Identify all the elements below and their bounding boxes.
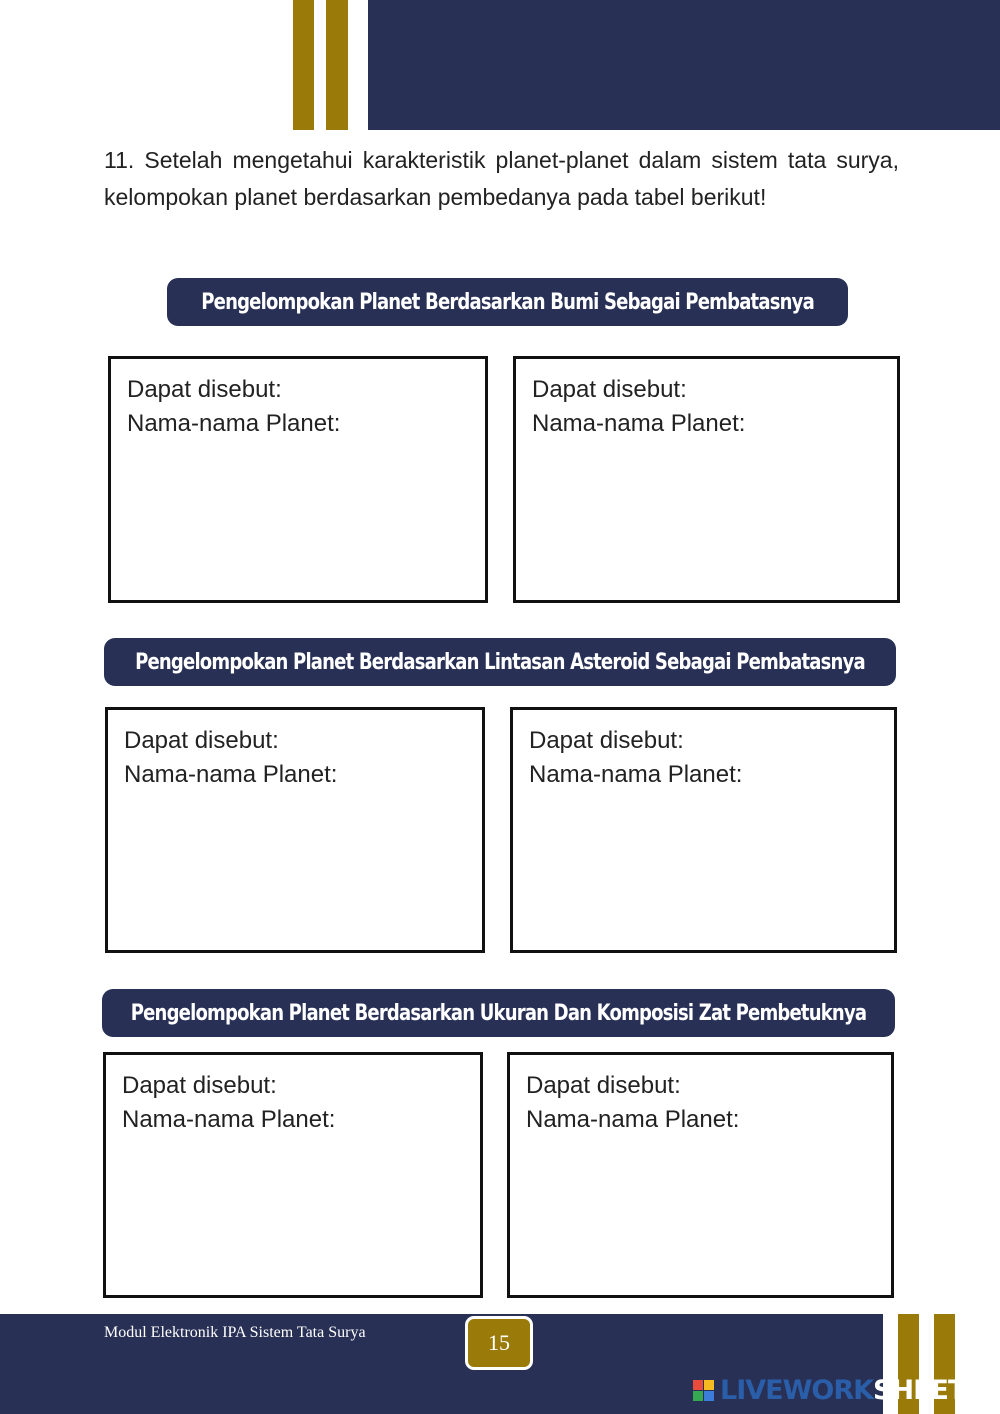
label-dapat-disebut: Dapat disebut: — [127, 376, 282, 403]
section-heading-size-composition-text: Pengelompokan Planet Berdasarkan Ukuran Dan Komposisi Zat Pembetuknya — [130, 1000, 867, 1026]
answer-box-superior-planets[interactable] — [510, 707, 897, 953]
header-navy-banner — [368, 0, 1000, 130]
question-text: 11. Setelah mengetahui karakteristik planet-planet dalam sistem tata surya, kelompokan planet berdasarkan pembedanya pada tabel berikut! — [104, 147, 899, 210]
header-gold-stripe-right — [326, 0, 348, 130]
answer-box-inner-planets[interactable] — [108, 356, 488, 603]
liveworksheets-wordmark — [720, 1375, 984, 1406]
label-nama-planet: Nama-nama Planet: — [127, 410, 341, 437]
label-nama-planet: Nama-nama Planet: — [122, 1106, 336, 1133]
section-heading-asteroid — [104, 638, 896, 686]
answer-box-jovian-planets[interactable] — [507, 1052, 894, 1298]
section-heading-earth — [167, 278, 848, 326]
page-number-badge: 15 — [465, 1316, 533, 1370]
footer-module-title: Modul Elektronik IPA Sistem Tata Surya — [104, 1324, 366, 1341]
wordmark-part1: LIVEWORK — [720, 1374, 874, 1406]
header-gold-stripe-left — [293, 0, 314, 130]
wordmark-part2: SHEETS — [873, 1374, 984, 1406]
section-heading-size-composition — [102, 989, 895, 1037]
label-dapat-disebut: Dapat disebut: — [526, 1072, 681, 1099]
answer-box-terrestrial-planets[interactable] — [103, 1052, 483, 1298]
label-dapat-disebut: Dapat disebut: — [529, 727, 684, 754]
label-dapat-disebut: Dapat disebut: — [532, 376, 687, 403]
section-heading-asteroid-text: Pengelompokan Planet Berdasarkan Lintasan Asteroid Sebagai Pembatasnya — [135, 649, 865, 675]
label-nama-planet: Nama-nama Planet: — [124, 761, 338, 788]
liveworksheets-grid-icon — [693, 1380, 714, 1401]
label-nama-planet: Nama-nama Planet: — [529, 761, 743, 788]
section-heading-earth-text: Pengelompokan Planet Berdasarkan Bumi Sebagai Pembatasnya — [201, 289, 814, 315]
liveworksheets-logo[interactable] — [693, 1374, 984, 1406]
label-dapat-disebut: Dapat disebut: — [122, 1072, 277, 1099]
label-nama-planet: Nama-nama Planet: — [526, 1106, 740, 1133]
answer-box-inferior-planets[interactable] — [105, 707, 485, 953]
answer-box-outer-planets[interactable] — [513, 356, 900, 603]
label-nama-planet: Nama-nama Planet: — [532, 410, 746, 437]
label-dapat-disebut: Dapat disebut: — [124, 727, 279, 754]
